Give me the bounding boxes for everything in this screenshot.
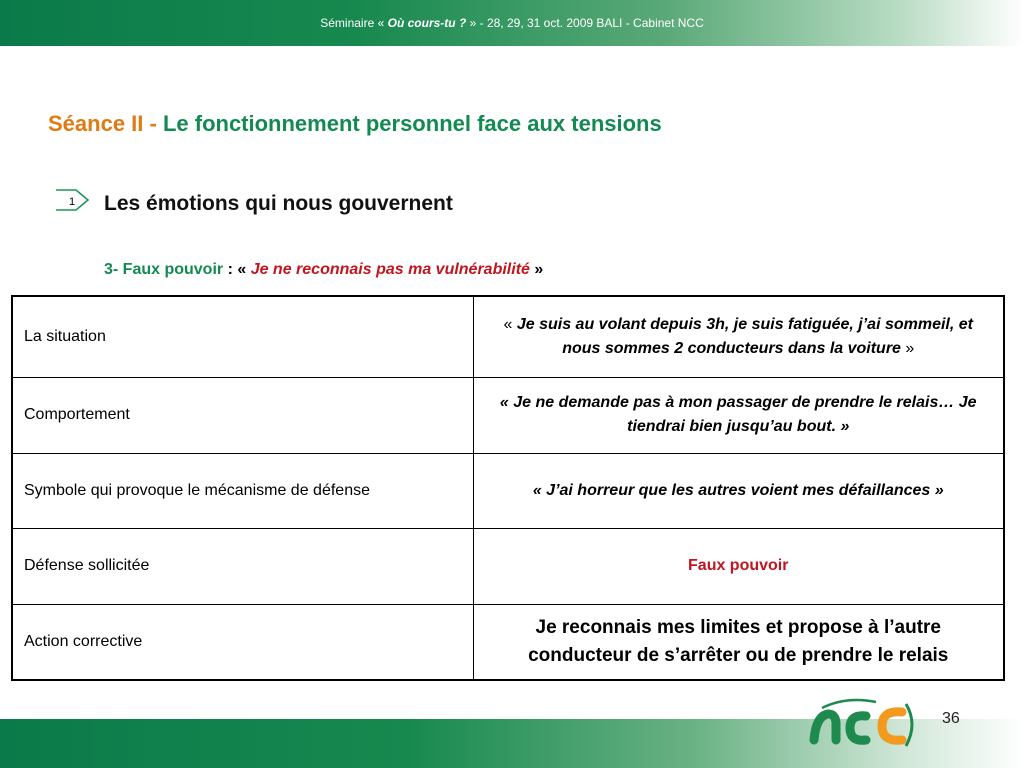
table-row <box>12 296 1004 377</box>
row-label: Défense sollicitée <box>12 528 473 604</box>
row-label: La situation <box>12 296 473 377</box>
seance-topic: Le fonctionnement personnel face aux tensions <box>162 111 662 136</box>
bullet-number: 1 <box>68 196 76 208</box>
row-label: Comportement <box>12 377 473 453</box>
defense-value: Faux pouvoir <box>688 557 789 574</box>
faux-pouvoir-quote: Je ne reconnais pas ma vulnérabilité <box>250 261 530 278</box>
table-row <box>12 453 1004 528</box>
table-row <box>12 528 1004 604</box>
page-title <box>48 111 662 137</box>
header-emphasis: Où cours-tu ? <box>387 16 467 30</box>
faux-pouvoir-separator: : « <box>223 261 251 278</box>
row-label: Symbole qui provoque le mécanisme de défense <box>12 453 473 528</box>
numbered-bullet-icon <box>52 186 92 214</box>
header-prefix: Séminaire « <box>320 16 388 30</box>
seance-number: Séance II - <box>48 111 163 136</box>
row-value <box>473 528 1004 604</box>
row-value <box>473 377 1004 453</box>
corrective-action-value: Je reconnais mes limites et propose à l’autre conducteur de s’arrêter ou de prendre le relais <box>528 616 949 666</box>
faux-pouvoir-label: 3- Faux pouvoir <box>104 261 224 278</box>
header-suffix: » - 28, 29, 31 oct. 2009 BALI - Cabinet NCC <box>466 16 704 30</box>
header-band <box>0 0 1024 46</box>
table-row <box>12 377 1004 453</box>
faux-pouvoir-closing: » <box>529 261 544 278</box>
ncc-logo-icon <box>806 694 934 754</box>
situation-quote: Je suis au volant depuis 3h, je suis fatiguée, j’ai sommeil, et nous sommes 2 conducteurs dans la voiture <box>516 315 973 357</box>
table-row <box>12 604 1004 680</box>
row-label: Action corrective <box>12 604 473 680</box>
seminar-header <box>0 16 1024 30</box>
symbol-quote: « J’ai horreur que les autres voient mes défaillances » <box>532 481 944 499</box>
row-value <box>473 453 1004 528</box>
section-subtitle: Les émotions qui nous gouvernent <box>104 192 453 215</box>
page-number: 36 <box>942 710 960 727</box>
faux-pouvoir-heading <box>104 261 543 279</box>
quote-close: » <box>900 339 915 357</box>
analysis-table <box>11 295 1005 681</box>
row-value <box>473 604 1004 680</box>
behavior-quote: « Je ne demande pas à mon passager de prendre le relais… Je tiendrai bien jusqu’au bout. » <box>499 394 977 435</box>
row-value <box>473 296 1004 377</box>
quote-open: « <box>503 315 517 333</box>
